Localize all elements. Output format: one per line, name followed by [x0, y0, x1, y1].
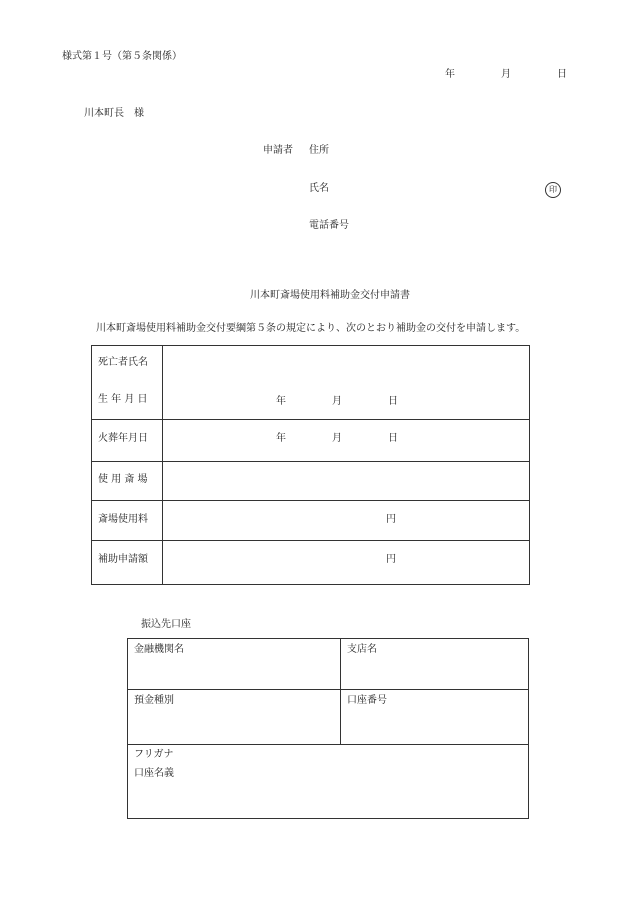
seal-icon: 印	[545, 182, 561, 198]
birth-day-label: 日	[388, 396, 398, 407]
intro-text: 川本町斎場使用料補助金交付要綱第５条の規定により、次のとおり補助金の交付を申請します。	[96, 323, 526, 334]
institution-label: 金融機関名	[134, 644, 184, 655]
date-day-label: 日	[557, 69, 567, 80]
applicant-phone-label: 電話番号	[309, 220, 349, 231]
addressee: 川本町長 様	[84, 108, 144, 119]
account-type-label: 預金種別	[134, 695, 174, 706]
branch-label: 支店名	[347, 644, 377, 655]
fee-label: 斎場使用料	[98, 514, 148, 525]
applicant-address-label: 住所	[309, 145, 329, 156]
bank-section-title: 振込先口座	[141, 619, 191, 630]
cremation-month-label: 月	[332, 433, 342, 444]
cremation-date-label: 火葬年月日	[98, 433, 148, 444]
deceased-name-label: 死亡者氏名	[98, 357, 148, 368]
applicant-role-label: 申請者	[263, 145, 293, 156]
birth-month-label: 月	[332, 396, 342, 407]
date-month-label: 月	[501, 69, 511, 80]
furigana-label: フリガナ	[134, 749, 174, 760]
subsidy-label: 補助申請額	[98, 554, 148, 565]
document-title: 川本町斎場使用料補助金交付申請書	[250, 290, 410, 301]
cremation-year-label: 年	[276, 433, 286, 444]
date-year-label: 年	[445, 69, 455, 80]
subsidy-yen-label: 円	[386, 554, 396, 565]
account-holder-label: 口座名義	[134, 768, 174, 779]
birth-date-label: 生 年 月 日	[98, 394, 148, 405]
cremation-day-label: 日	[388, 433, 398, 444]
birth-year-label: 年	[276, 396, 286, 407]
facility-label: 使 用 斎 場	[98, 474, 148, 485]
account-number-label: 口座番号	[347, 695, 387, 706]
fee-yen-label: 円	[386, 514, 396, 525]
form-number: 様式第１号（第５条関係）	[62, 51, 182, 62]
applicant-name-label: 氏名	[309, 183, 329, 194]
